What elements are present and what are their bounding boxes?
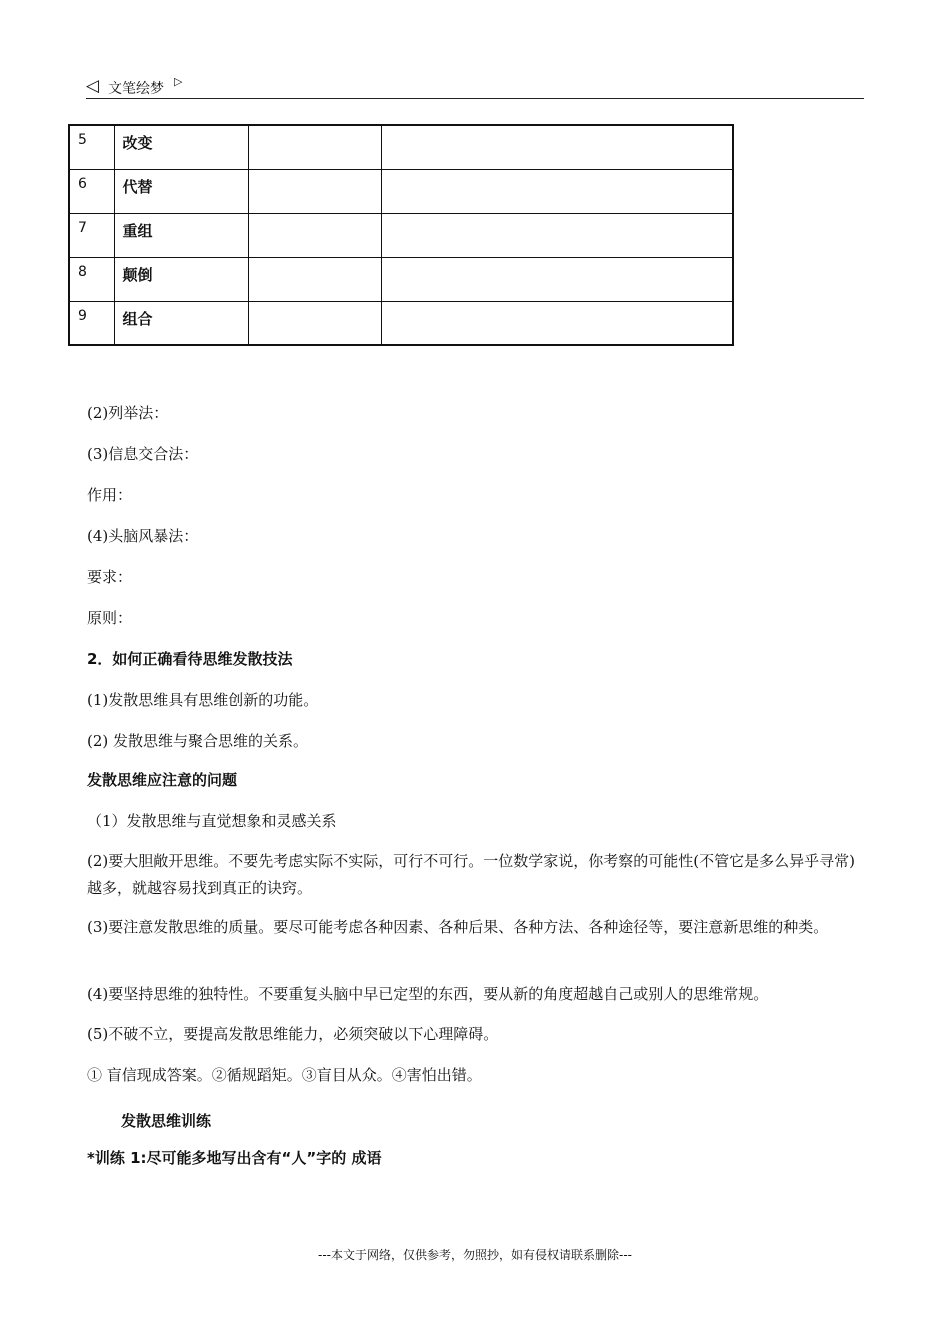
table-row: [69, 125, 733, 169]
table-row: [69, 257, 733, 301]
table-row: [69, 169, 733, 213]
row-number: 9: [69, 301, 114, 345]
paragraph: (3)要注意发散思维的质量。要尽可能考虑各种因素、各种后果、各种方法、各种途径等，要注意新思维的种类。: [87, 918, 829, 936]
left-triangle-icon: ◁: [86, 76, 100, 96]
row-method: 代替: [114, 169, 248, 213]
page-header: [86, 72, 864, 99]
empty-cell: [381, 213, 733, 257]
table-row: [69, 213, 733, 257]
section-heading: 发散思维训练: [121, 1112, 212, 1130]
list-item: (5)不破不立，要提高发散思维能力，必须突破以下心理障碍。: [87, 1025, 499, 1043]
section-heading: 发散思维应注意的问题: [87, 771, 238, 789]
table-row: [69, 301, 733, 345]
header-title: 文笔绘梦: [108, 81, 164, 97]
list-item: (1)发散思维具有思维创新的功能。: [87, 691, 319, 709]
list-item: ① 盲信现成答案。②循规蹈矩。③盲目从众。④害怕出错。: [87, 1066, 482, 1084]
row-number: 7: [69, 213, 114, 257]
row-number: 8: [69, 257, 114, 301]
principle-label: 原则：: [87, 609, 133, 627]
method-table: [68, 124, 734, 346]
requirement-label: 要求：: [87, 568, 133, 586]
empty-cell: [381, 125, 733, 169]
effect-label: 作用：: [87, 486, 133, 504]
row-method: 组合: [114, 301, 248, 345]
row-method: 改变: [114, 125, 248, 169]
empty-cell: [381, 169, 733, 213]
empty-cell: [248, 125, 381, 169]
empty-cell: [381, 257, 733, 301]
exercise-heading: *训练 1:尽可能多地写出含有“人”字的 成语: [87, 1149, 382, 1167]
paragraph: (2)要大胆敞开思维。不要先考虑实际不实际，可行不可行。一位数学家说，你考察的可能性(不管它是多么异乎寻常)越多，就越容易找到真正的诀窍。: [87, 852, 855, 897]
row-number: 6: [69, 169, 114, 213]
section-heading: 2．如何正确看待思维发散技法: [87, 650, 293, 668]
brainstorm-method-line: (4)头脑风暴法：: [87, 527, 199, 545]
empty-cell: [248, 301, 381, 345]
empty-cell: [248, 213, 381, 257]
page-footer: ---本文于网络，仅供参考，勿照抄，如有侵权请联系删除---: [318, 1248, 632, 1262]
row-number: 5: [69, 125, 114, 169]
info-crossing-method-line: (3)信息交合法：: [87, 445, 199, 463]
list-item: (4)要坚持思维的独特性。不要重复头脑中早已定型的东西，要从新的角度超越自己或别人的思维常规。: [87, 985, 769, 1003]
row-method: 重组: [114, 213, 248, 257]
list-item: （1）发散思维与直觉想象和灵感关系: [87, 812, 337, 830]
list-item: (2) 发散思维与聚合思维的关系。: [87, 732, 309, 750]
row-method: 颠倒: [114, 257, 248, 301]
right-triangle-icon: ▷: [174, 75, 183, 88]
empty-cell: [248, 257, 381, 301]
listing-method-line: (2)列举法：: [87, 404, 169, 422]
empty-cell: [248, 169, 381, 213]
empty-cell: [381, 301, 733, 345]
